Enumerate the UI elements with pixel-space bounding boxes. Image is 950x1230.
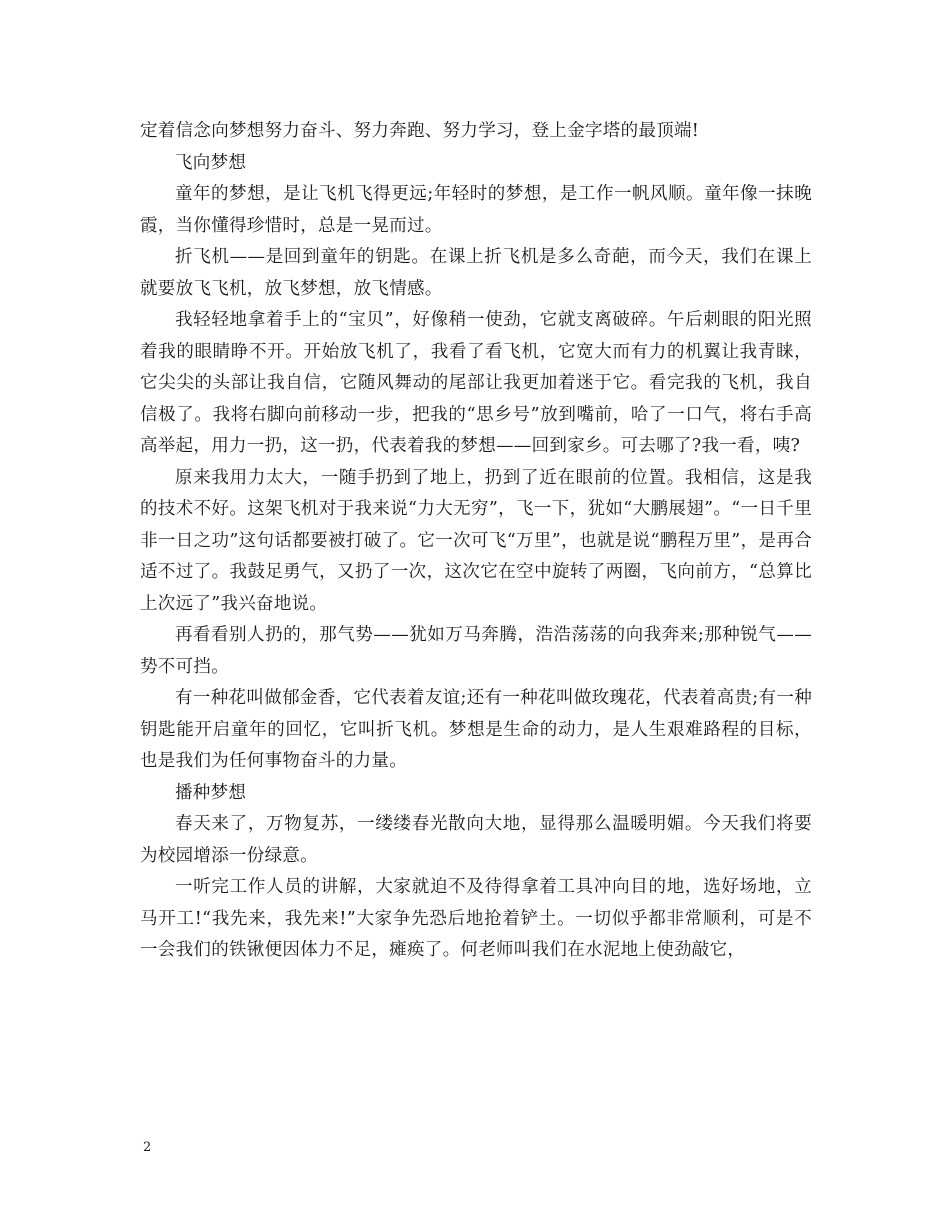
- paragraph: 童年的梦想，是让飞机飞得更远;年轻时的梦想，是工作一帆风顺。童年像一抹晚霞，当你懂得珍惜时，总是一晃而过。: [140, 184, 812, 236]
- paragraph: 我轻轻地拿着手上的“宝贝”，好像稍一使劲，它就支离破碎。午后刺眼的阳光照着我的眼睛睁不开。开始放飞机了，我看了看飞机，它宽大而有力的机翼让我青睐，它尖尖的头部让我自信，它随风舞动的尾部让我更加着迷于它。看完我的飞机，我自信极了。我将右脚向前移动一步，把我的“思乡号”放到嘴前，哈了一口气，将右手高高举起，用力一扔，这一扔，代表着我的梦想——回到家乡。可去哪了?我一看，咦?: [140, 310, 812, 456]
- paragraph: 春天来了，万物复苏，一缕缕春光散向大地，显得那么温暖明媚。今天我们将要为校园增添一份绿意。: [140, 814, 812, 866]
- section-heading-fly-to-dream: 飞向梦想: [175, 152, 247, 173]
- paragraph: 一听完工作人员的讲解，大家就迫不及待得拿着工具冲向目的地，选好场地，立马开工!“我先来，我先来!”大家争先恐后地抢着铲土。一切似乎都非常顺利，可是不一会我们的铁锹便因体力不足，瘫痪了。何老师叫我们在水泥地上使劲敲它，: [140, 877, 812, 960]
- paragraph: 折飞机——是回到童年的钥匙。在课上折飞机是多么奇葩，而今天，我们在课上就要放飞飞机，放飞梦想，放飞情感。: [140, 247, 812, 299]
- document-body: [140, 116, 812, 967]
- section-heading-sow-dream: 播种梦想: [175, 782, 247, 803]
- paragraph: 原来我用力太大，一随手扔到了地上，扔到了近在眼前的位置。我相信，这是我的技术不好。这架飞机对于我来说“力大无穷”，飞一下，犹如“大鹏展翅”。“一日千里非一日之功”这句话都要被打破了。它一次可飞“万里”，也就是说“鹏程万里”，是再合适不过了。我鼓足勇气，又扔了一次，这次它在空中旋转了两圈，飞向前方，“总算比上次远了”我兴奋地说。: [140, 467, 812, 614]
- page-number: 2: [143, 1140, 152, 1155]
- paragraph: 再看看别人扔的，那气势——犹如万马奔腾，浩浩荡荡的向我奔来;那种锐气——势不可挡。: [140, 625, 812, 677]
- paragraph: 有一种花叫做郁金香，它代表着友谊;还有一种花叫做玫瑰花，代表着高贵;有一种钥匙能开启童年的回忆，它叫折飞机。梦想是生命的动力，是人生艰难路程的目标，也是我们为任何事物奋斗的力量。: [140, 688, 812, 771]
- paragraph-continuation: 定着信念向梦想努力奋斗、努力奔跑、努力学习，登上金字塔的最顶端!: [140, 121, 700, 141]
